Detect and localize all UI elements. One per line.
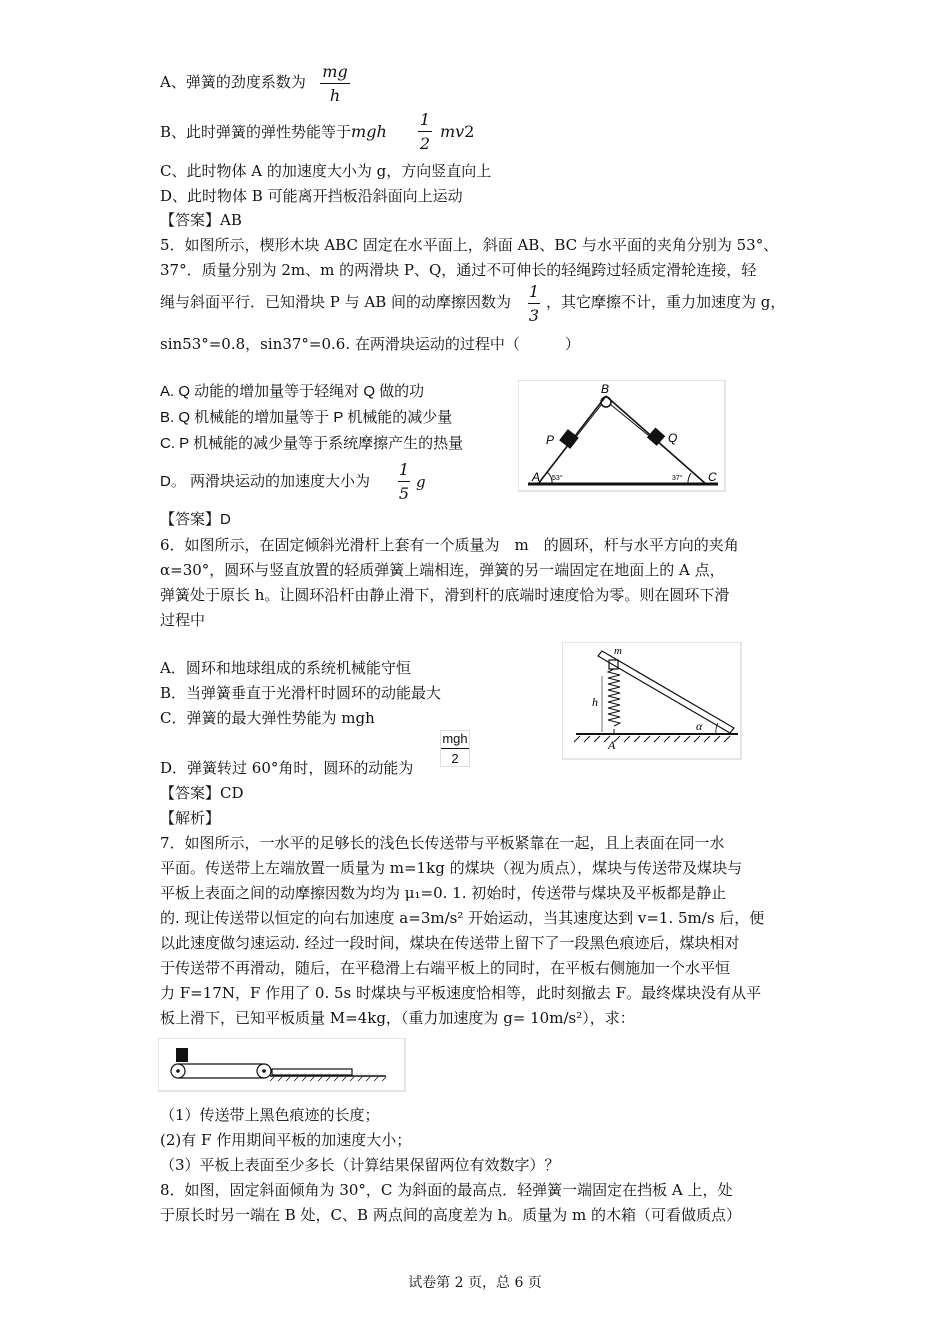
q6-analysis: 【解析】 bbox=[160, 809, 221, 827]
q6-line-3: 弹簧处于原长 h。让圆环沿杆由静止滑下，滑到杆的底端时速度恰为零。则在圆环下滑 bbox=[160, 586, 730, 604]
fraction-denominator: 3 bbox=[528, 306, 540, 325]
block-p bbox=[559, 429, 579, 449]
fraction-numerator: 1 bbox=[528, 282, 540, 301]
fraction-denominator: 2 bbox=[451, 751, 459, 766]
label-alpha: α bbox=[696, 719, 703, 733]
q6-option-b: B．当弹簧垂直于光滑杆时圆环的动能最大 bbox=[160, 684, 442, 702]
q7-sub-1: （1）传送带上黑色痕迹的长度； bbox=[160, 1106, 380, 1124]
fraction-denominator: 2 bbox=[419, 134, 431, 153]
label-c: C bbox=[708, 470, 717, 484]
fraction-numerator: mg bbox=[322, 62, 348, 81]
q5-option-c: C. P 机械能的减少量等于系统摩擦产生的热量 bbox=[160, 435, 464, 452]
q8-line-1: 8．如图，固定斜面倾角为 30°，C 为斜面的最高点．轻弹簧一端固定在挡板 A 上，处 bbox=[160, 1181, 733, 1199]
q5-option-b: B. Q 机械能的增加量等于 P 机械能的减少量 bbox=[160, 409, 453, 426]
q5-line-1: 5．如图所示，楔形木块 ABC 固定在水平面上，斜面 AB、BC 与水平面的夹角分别为 53°、 bbox=[160, 236, 779, 254]
q5-option-a: A. Q 动能的增加量等于轻绳对 Q 做的功 bbox=[160, 383, 425, 400]
q4-option-b-mv: mv2 bbox=[440, 122, 475, 141]
mgh-term: mgh bbox=[351, 122, 387, 141]
label-angle-37: 37° bbox=[672, 475, 683, 482]
label-h: h bbox=[592, 695, 598, 709]
fraction-numerator: mgh bbox=[442, 731, 468, 746]
q7-line-2: 平面。传送带上左端放置一质量为 m=1kg 的煤块（视为质点），煤块与传送带及煤块与 bbox=[160, 859, 743, 877]
q7-line-7: 力 F=17N，F 作用了 0. 5s 时煤块与平板速度恰相等，此时刻撤去 F。最终煤块没有从平 bbox=[160, 984, 762, 1002]
spring-coil bbox=[608, 669, 620, 726]
label-a: A bbox=[532, 470, 541, 484]
q4-option-d: D、此时物体 B 可能离开挡板沿斜面向上运动 bbox=[160, 187, 463, 205]
q5-friction-fraction bbox=[528, 282, 540, 325]
q4-option-b-fraction bbox=[418, 110, 432, 153]
q4-answer: 【答案】AB bbox=[160, 211, 242, 229]
block-q bbox=[647, 428, 665, 446]
q4-option-b: B、此时弹簧的弹性势能等于mgh bbox=[160, 122, 387, 141]
q5-line-4: sin53°=0.8，sin37°=0.6. 在两滑块运动的过程中（ ） bbox=[160, 335, 580, 353]
q4-option-a-fraction bbox=[320, 62, 350, 105]
q8-line-2: 于原长时另一端在 B 处，C、B 两点间的高度差为 h。质量为 m 的木箱（可看做质点） bbox=[160, 1206, 742, 1224]
label-m: m bbox=[614, 645, 622, 657]
q7-conveyor-figure bbox=[158, 1038, 406, 1092]
q7-line-4: 的. 现让传送带以恒定的向右加速度 a=3m/s² 开始运动，当其速度达到 v=1. 5m/s 后，便 bbox=[160, 909, 765, 927]
q4-option-a: A、弹簧的劲度系数为 bbox=[160, 73, 306, 91]
q6-answer: 【答案】CD bbox=[160, 784, 244, 802]
q5-line-3: 绳与斜面平行．已知滑块 P 与 AB 间的动摩擦因数为 bbox=[160, 293, 512, 311]
q7-line-1: 7．如图所示，一水平的足够长的浅色长传送带与平板紧靠在一起，且上表面在同一水 bbox=[160, 834, 725, 852]
fraction-denominator: 5 bbox=[398, 484, 410, 503]
q5-option-d: D。 两滑块运动的加速度大小为 bbox=[160, 473, 371, 490]
exponent: 2 bbox=[464, 122, 475, 141]
q5-option-d-g: g bbox=[416, 473, 426, 491]
q6-line-1: 6．如图所示，在固定倾斜光滑杆上套有一个质量为 m 的圆环，杆与水平方向的夹角 bbox=[160, 536, 739, 554]
q5-option-d-fraction bbox=[398, 460, 410, 503]
q7-line-8: 板上滑下，已知平板质量 M=4kg，（重力加速度为 g= 10m/s²），求： bbox=[160, 1009, 635, 1027]
q6-line-2: α=30°，圆环与竖直放置的轻质弹簧上端相连，弹簧的另一端固定在地面上的 A 点， bbox=[160, 561, 725, 579]
label-angle-53: 53° bbox=[552, 475, 563, 482]
q5-answer: 【答案】D bbox=[160, 511, 231, 528]
q7-line-5: 以此速度做匀速运动. 经过一段时间，煤块在传送带上留下了一段黑色痕迹后，煤块相对 bbox=[160, 934, 740, 952]
q6-option-c: C．弹簧的最大弹性势能为 mgh bbox=[160, 709, 375, 727]
q7-sub-2: (2)有 F 作用期间平板的加速度大小； bbox=[160, 1131, 412, 1149]
q6-rod-spring-figure bbox=[562, 642, 742, 760]
q6-option-d-fraction bbox=[440, 730, 470, 767]
plank bbox=[272, 1069, 352, 1075]
q6-option-a: A．圆环和地球组成的系统机械能守恒 bbox=[160, 659, 411, 677]
fraction-numerator: 1 bbox=[419, 110, 431, 129]
label-q: Q bbox=[668, 431, 678, 445]
coal-block bbox=[176, 1048, 188, 1062]
q4-option-c: C、此时物体 A 的加速度大小为 g，方向竖直向上 bbox=[160, 162, 492, 180]
page-footer: 试卷第 2 页，总 6 页 bbox=[408, 1275, 542, 1291]
q5-line-2: 37°．质量分别为 2m、m 的两滑块 P、Q，通过不可伸长的轻绳跨过轻质定滑轮连接，轻 bbox=[160, 261, 757, 279]
pulley-icon bbox=[601, 397, 611, 407]
label-b: B bbox=[601, 382, 610, 396]
q5-wedge-figure bbox=[518, 380, 726, 492]
fraction-denominator: h bbox=[329, 86, 341, 105]
q7-sub-3: （3）平板上表面至少多长（计算结果保留两位有效数字）？ bbox=[160, 1156, 560, 1174]
q7-line-6: 于传送带不再滑动，随后，在平稳滑上右端平板上的同时，在平板右侧施加一个水平恒 bbox=[160, 959, 731, 977]
label-a: A bbox=[608, 738, 616, 752]
q6-line-4: 过程中 bbox=[160, 611, 206, 629]
q7-line-3: 平板上表面之间的动摩擦因数为均为 μ₁=0. 1. 初始时，传送带与煤块及平板都是静止 bbox=[160, 884, 727, 902]
label-p: P bbox=[546, 433, 555, 447]
fraction-numerator: 1 bbox=[398, 460, 410, 479]
q6-option-d: D．弹簧转过 60°角时，圆环的动能为 bbox=[160, 759, 414, 777]
q5-line-3-tail: ，其它摩擦不计，重力加速度为 g， bbox=[546, 293, 786, 311]
